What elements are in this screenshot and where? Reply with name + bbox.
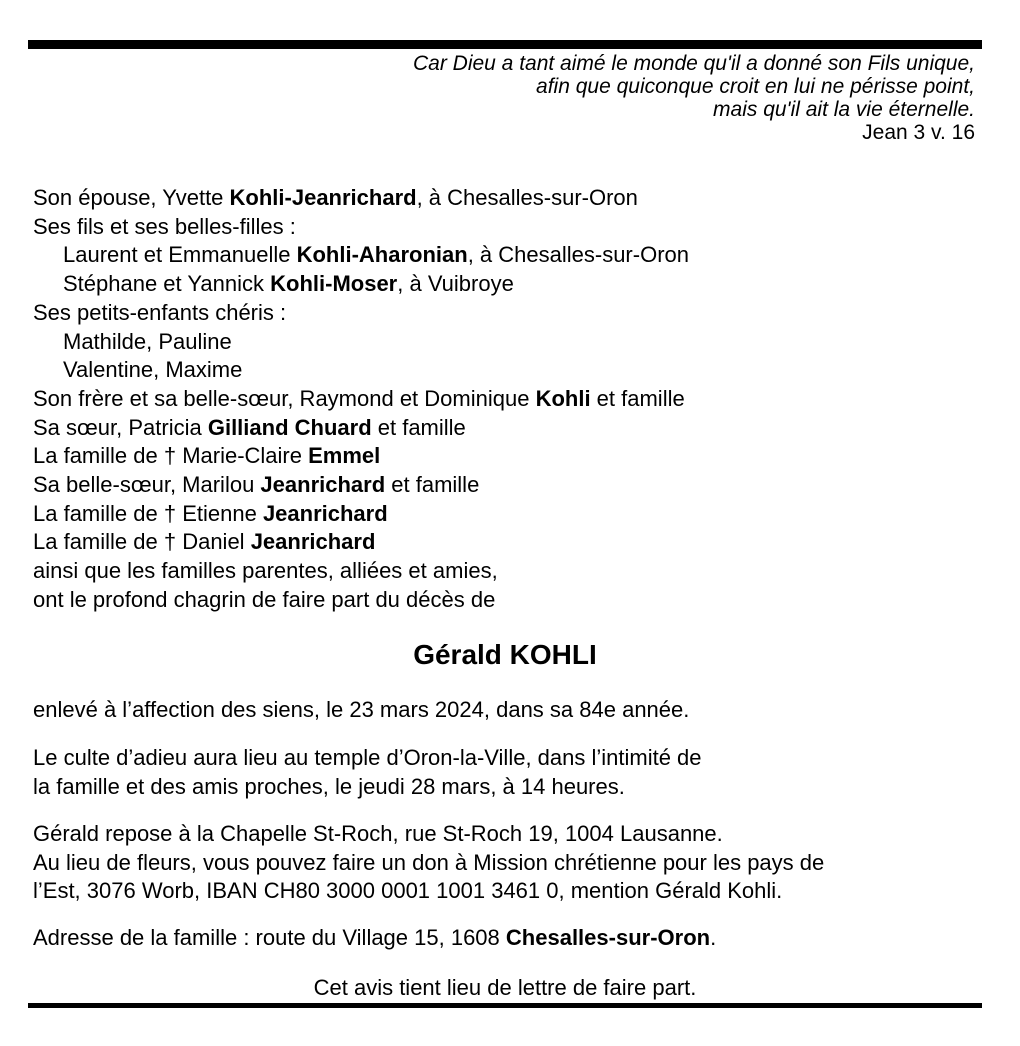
- service-line: Le culte d’adieu aura lieu au temple d’Oron-la-Ville, dans l’intimité de: [33, 745, 702, 770]
- funeral-service-paragraph: [33, 744, 990, 801]
- family-line: ainsi que les familles parentes, alliées et amies,: [33, 558, 498, 584]
- verse-line: afin que quiconque croit en lui ne périsse point,: [536, 75, 975, 98]
- deceased-name: Gérald KOHLI: [413, 639, 597, 670]
- family-line: Son frère et sa belle-sœur, Raymond et Dominique Kohli et famille: [33, 385, 685, 411]
- family-line: La famille de † Etienne Jeanrichard: [33, 500, 388, 526]
- family-address-line: Adresse de la famille : route du Village 15, 1608 Chesalles-sur-Oron.: [33, 925, 717, 950]
- family-line: Sa sœur, Patricia Gilliand Chuard et famille: [33, 414, 466, 440]
- family-line: ont le profond chagrin de faire part du décès de: [33, 586, 496, 612]
- repose-line: Au lieu de fleurs, vous pouvez faire un don à Mission chrétienne pour les pays de: [33, 849, 825, 875]
- family-line: Sa belle-sœur, Marilou Jeanrichard et famille: [33, 472, 480, 498]
- family-line: Valentine, Maxime: [63, 357, 243, 383]
- family-line: Mathilde, Pauline: [63, 328, 232, 354]
- top-rule: [28, 40, 982, 49]
- service-line: la famille et des amis proches, le jeudi 28 mars, à 14 heures.: [33, 773, 625, 799]
- bottom-rule: [28, 1003, 982, 1008]
- repose-line: Gérald repose à la Chapelle St-Roch, rue St-Roch 19, 1004 Lausanne.: [33, 821, 723, 846]
- family-line: Ses petits-enfants chéris :: [33, 299, 287, 325]
- family-line: Son épouse, Yvette Kohli-Jeanrichard, à Chesalles-sur-Oron: [33, 185, 638, 210]
- repose-line: l’Est, 3076 Worb, IBAN CH80 3000 0001 1001 3461 0, mention Gérald Kohli.: [33, 878, 783, 904]
- family-line: Ses fils et ses belles-filles :: [33, 213, 296, 239]
- repose-donation-paragraph: [33, 820, 990, 906]
- closing-line: Cet avis tient lieu de lettre de faire part.: [313, 975, 697, 1000]
- verse-line: mais qu'il ait la vie éternelle.: [713, 98, 975, 121]
- family-list: [33, 184, 982, 615]
- family-line: La famille de † Marie-Claire Emmel: [33, 443, 381, 469]
- bible-verse: [0, 52, 975, 144]
- family-line: Stéphane et Yannick Kohli-Moser, à Vuibroye: [63, 271, 514, 297]
- verse-line: Car Dieu a tant aimé le monde qu'il a donné son Fils unique,: [412, 52, 975, 75]
- family-line: Laurent et Emmanuelle Kohli-Aharonian, à Chesalles-sur-Oron: [63, 242, 689, 268]
- family-line: La famille de † Daniel Jeanrichard: [33, 529, 376, 555]
- verse-reference: Jean 3 v. 16: [862, 121, 975, 144]
- death-announcement-line: enlevé à l’affection des siens, le 23 mars 2024, dans sa 84e année.: [33, 697, 690, 722]
